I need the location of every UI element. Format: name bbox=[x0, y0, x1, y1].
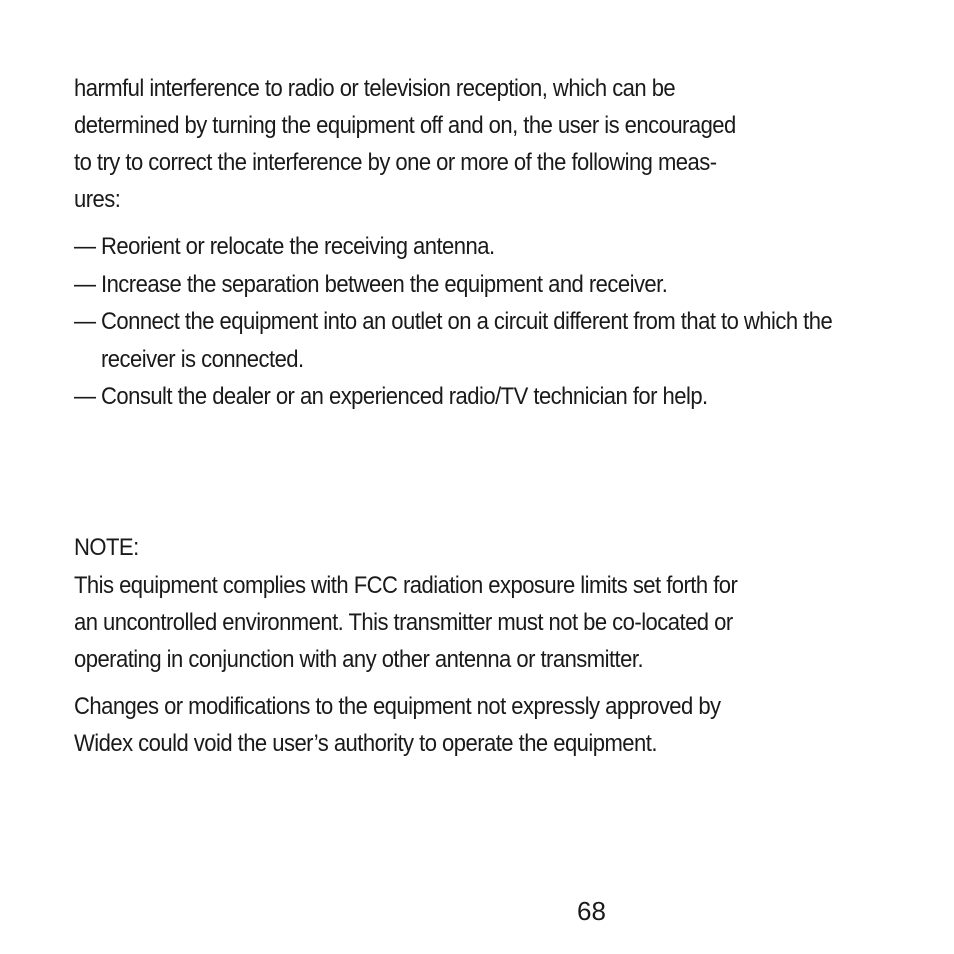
list-dash: — bbox=[74, 383, 96, 410]
list-item bbox=[74, 228, 893, 266]
list-item-text: Increase the separation between the equipment and receiver. bbox=[101, 270, 668, 298]
document-page bbox=[74, 70, 874, 762]
changes-paragraph: Changes or modifications to the equipment not expressly approved by Widex could void the user’s authority to operate the equipment. bbox=[74, 692, 721, 757]
list-dash: — bbox=[74, 308, 96, 335]
note-heading: NOTE: bbox=[74, 533, 139, 561]
intro-paragraph: harmful interference to radio or television reception, which can be determined by turning the equipment off and on, the user is encouraged to try to correct the interference by one or more of the following meas- ures: bbox=[74, 75, 736, 213]
list-dash: — bbox=[74, 270, 96, 298]
measures-list bbox=[74, 228, 874, 416]
list-item-text: Reorient or relocate the receiving antenna. bbox=[101, 233, 495, 260]
list-item bbox=[74, 303, 862, 378]
list-item-text: Connect the equipment into an outlet on a circuit different from that to which the receiver is connected. bbox=[101, 308, 833, 373]
note-paragraph: This equipment complies with FCC radiation exposure limits set forth for an uncontrolled environment. This transmitter must not be co-located or operating in conjunction with any other antenna or transmitter. bbox=[74, 571, 738, 673]
page-number: 68 bbox=[577, 896, 606, 926]
list-item bbox=[74, 266, 893, 304]
list-item bbox=[74, 378, 893, 416]
list-dash: — bbox=[74, 233, 96, 260]
list-item-text: Consult the dealer or an experienced radio/TV technician for help. bbox=[101, 383, 708, 410]
